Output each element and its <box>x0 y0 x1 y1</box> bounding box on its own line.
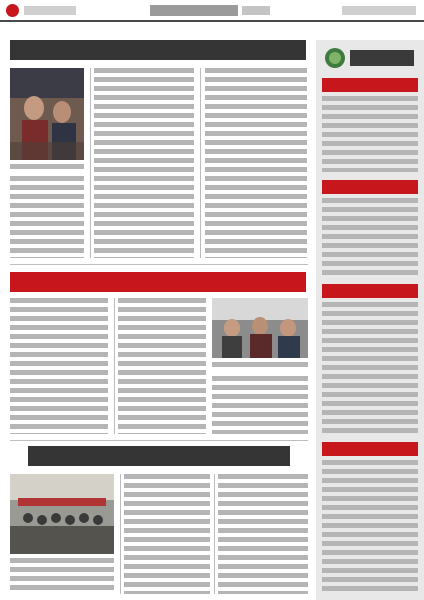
article-2-headline <box>10 272 306 292</box>
column-divider <box>200 68 201 258</box>
article-3-photo-caption <box>10 558 114 594</box>
column-divider <box>120 474 121 594</box>
section-rule <box>10 264 308 265</box>
column-divider <box>214 474 215 594</box>
column-divider <box>114 298 115 434</box>
article-2-body-col-2 <box>118 298 206 434</box>
article-2-body-col-1 <box>10 298 108 434</box>
article-2-body-col-3 <box>212 376 308 434</box>
article-2-photo-caption <box>212 362 308 370</box>
sidebar-item-4-body <box>322 460 418 592</box>
sidebar-item-3-headline <box>322 284 418 298</box>
page-number-badge <box>6 4 19 17</box>
article-3-body-col-2 <box>218 474 308 594</box>
sidebar-item-2-headline <box>322 180 418 194</box>
page-header <box>0 0 424 22</box>
article-2-photo-image <box>212 298 308 358</box>
article-1-body-col-1 <box>10 176 84 258</box>
article-3-body-col-1 <box>124 474 210 594</box>
sidebar-title <box>322 44 420 72</box>
header-rule <box>0 20 424 22</box>
article-1-body-col-2 <box>94 68 194 258</box>
sidebar-item-2-body <box>322 198 418 276</box>
section-label <box>24 6 76 15</box>
article-3-photo <box>10 474 114 554</box>
sidebar-item-1-headline <box>322 78 418 92</box>
date-issue <box>342 6 416 15</box>
edition-label <box>242 6 270 15</box>
column-divider <box>90 68 91 258</box>
article-1-photo-caption <box>10 164 84 172</box>
article-1-headline <box>10 40 306 60</box>
article-1-photo-image <box>10 68 84 160</box>
article-1-photo <box>10 68 84 160</box>
article-1-body-col-3 <box>205 68 307 258</box>
sidebar-item-3-body <box>322 302 418 434</box>
article-3-headline <box>28 446 290 466</box>
article-3-photo-image <box>10 474 114 554</box>
sidebar-item-4-headline <box>322 442 418 456</box>
article-2-photo <box>212 298 308 358</box>
section-rule <box>10 440 308 441</box>
publication-name <box>150 5 238 16</box>
sidebar-title-graphic <box>322 44 420 72</box>
sidebar-item-1-body <box>322 96 418 172</box>
